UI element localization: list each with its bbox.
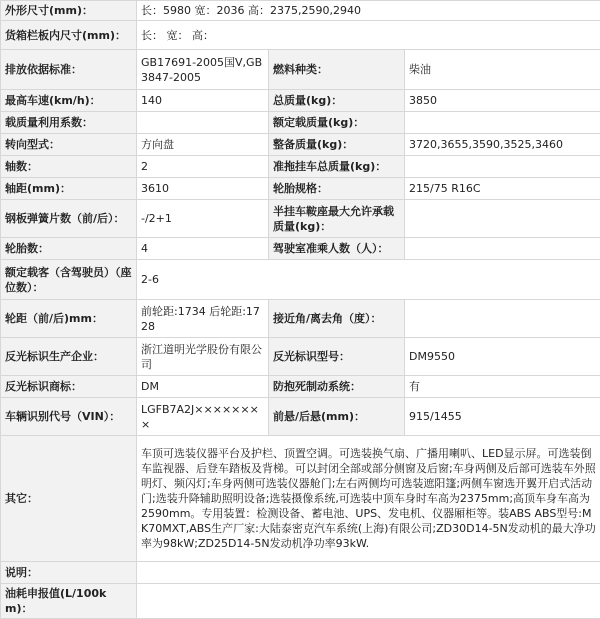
row-label: 轴数： bbox=[1, 156, 137, 178]
row-value-2 bbox=[405, 156, 600, 178]
row-label-2: 防抱死制动系统： bbox=[269, 376, 405, 398]
row-label: 转向型式： bbox=[1, 134, 137, 156]
row-value: DM bbox=[137, 376, 269, 398]
row-value: 车顶可选装仪器平台及护栏、顶置空调。可选装换气扇、广播用喇叭、LED显示屏。可选装倒车监视器、后登车踏板及背梯。可以封闭全部或部分侧窗及后窗;车身两侧及后部可选装车外照明灯、频闪灯;车身两侧可选装仪器舱门;左右两侧均可选装遮阳篷;两侧车窗选开翼开启式活动门;选装升降辅助照明设备;选装摄像系统,可选装中顶车身时车高为2375mm;高顶车身车高为2590mm。专用装置：检测设备、蓄电池、UPS、发电机、仪器厢柜等。装ABS ABS型号:MK70MXT,ABS生产厂家:大陆泰密克汽车系统(上海)有限公司;ZD30D14-5N发动机的最大净功率为98kW;ZD25D14-5N发动机净功率93kW. bbox=[137, 436, 600, 562]
row-label: 轮距（前/后)mm： bbox=[1, 300, 137, 338]
table-row bbox=[1, 398, 600, 436]
row-value-2: DM9550 bbox=[405, 338, 600, 376]
row-label: 钢板弹簧片数（前/后）： bbox=[1, 200, 137, 238]
row-value: -/2+1 bbox=[137, 200, 269, 238]
row-label: 轮胎数： bbox=[1, 238, 137, 260]
table-row bbox=[1, 134, 600, 156]
row-label: 油耗申报值(L/100km)： bbox=[1, 584, 137, 619]
table-row bbox=[1, 1, 600, 21]
row-value: 2 bbox=[137, 156, 269, 178]
row-value: 长：5980 宽：2036 高：2375,2590,2940 bbox=[137, 1, 600, 21]
row-label: 轴距(mm)： bbox=[1, 178, 137, 200]
row-value: 长： 宽： 高： bbox=[137, 21, 600, 50]
row-value-2: 有 bbox=[405, 376, 600, 398]
row-label-2: 整备质量(kg)： bbox=[269, 134, 405, 156]
row-label-2: 半挂车鞍座最大允许承载质量(kg)： bbox=[269, 200, 405, 238]
table-row bbox=[1, 436, 600, 562]
row-value: 方向盘 bbox=[137, 134, 269, 156]
row-label: 额定载客（含驾驶员）（座位数）： bbox=[1, 260, 137, 300]
table-row bbox=[1, 200, 600, 238]
row-value-2: 柴油 bbox=[405, 50, 600, 90]
row-label-2: 前悬/后悬(mm)： bbox=[269, 398, 405, 436]
row-label-2: 接近角/离去角（度）： bbox=[269, 300, 405, 338]
row-label: 外形尺寸(mm)： bbox=[1, 1, 137, 21]
row-label-2: 燃料种类： bbox=[269, 50, 405, 90]
table-row bbox=[1, 112, 600, 134]
row-label: 载质量利用系数： bbox=[1, 112, 137, 134]
row-label-2: 反光标识型号： bbox=[269, 338, 405, 376]
row-label-2: 驾驶室准乘人数（人）： bbox=[269, 238, 405, 260]
table-row bbox=[1, 238, 600, 260]
row-label-2: 准拖挂车总质量(kg)： bbox=[269, 156, 405, 178]
row-label: 最高车速(km/h)： bbox=[1, 90, 137, 112]
row-value: 140 bbox=[137, 90, 269, 112]
row-label: 其它： bbox=[1, 436, 137, 562]
row-value: GB17691-2005国Ⅴ,GB3847-2005 bbox=[137, 50, 269, 90]
row-value bbox=[137, 562, 600, 584]
table-row bbox=[1, 50, 600, 90]
row-label-2: 轮胎规格： bbox=[269, 178, 405, 200]
row-label: 反光标识商标： bbox=[1, 376, 137, 398]
row-value-2: 3720,3655,3590,3525,3460 bbox=[405, 134, 600, 156]
table-row bbox=[1, 376, 600, 398]
row-value: 3610 bbox=[137, 178, 269, 200]
row-label: 排放依据标准： bbox=[1, 50, 137, 90]
table-row bbox=[1, 178, 600, 200]
row-label-2: 额定载质量(kg)： bbox=[269, 112, 405, 134]
table-row bbox=[1, 584, 600, 619]
row-value-2: 215/75 R16C bbox=[405, 178, 600, 200]
table-row bbox=[1, 90, 600, 112]
table-row bbox=[1, 300, 600, 338]
row-value: 2-6 bbox=[137, 260, 600, 300]
row-label: 车辆识别代号（VIN）： bbox=[1, 398, 137, 436]
row-value-2: 915/1455 bbox=[405, 398, 600, 436]
table-row bbox=[1, 156, 600, 178]
row-value-2 bbox=[405, 112, 600, 134]
row-value: LGFB7A2J×××××××× bbox=[137, 398, 269, 436]
row-value-2 bbox=[405, 300, 600, 338]
row-label-2: 总质量(kg)： bbox=[269, 90, 405, 112]
row-label: 说明： bbox=[1, 562, 137, 584]
row-value bbox=[137, 584, 600, 619]
row-value-2 bbox=[405, 200, 600, 238]
table-row bbox=[1, 260, 600, 300]
row-value bbox=[137, 112, 269, 134]
table-row bbox=[1, 562, 600, 584]
row-value: 前轮距:1734 后轮距:1728 bbox=[137, 300, 269, 338]
row-label: 货箱栏板内尺寸(mm)： bbox=[1, 21, 137, 50]
row-label: 反光标识生产企业： bbox=[1, 338, 137, 376]
row-value-2: 3850 bbox=[405, 90, 600, 112]
row-value-2 bbox=[405, 238, 600, 260]
row-value: 浙江道明光学股份有限公司 bbox=[137, 338, 269, 376]
table-row bbox=[1, 338, 600, 376]
row-value: 4 bbox=[137, 238, 269, 260]
table-row bbox=[1, 21, 600, 50]
